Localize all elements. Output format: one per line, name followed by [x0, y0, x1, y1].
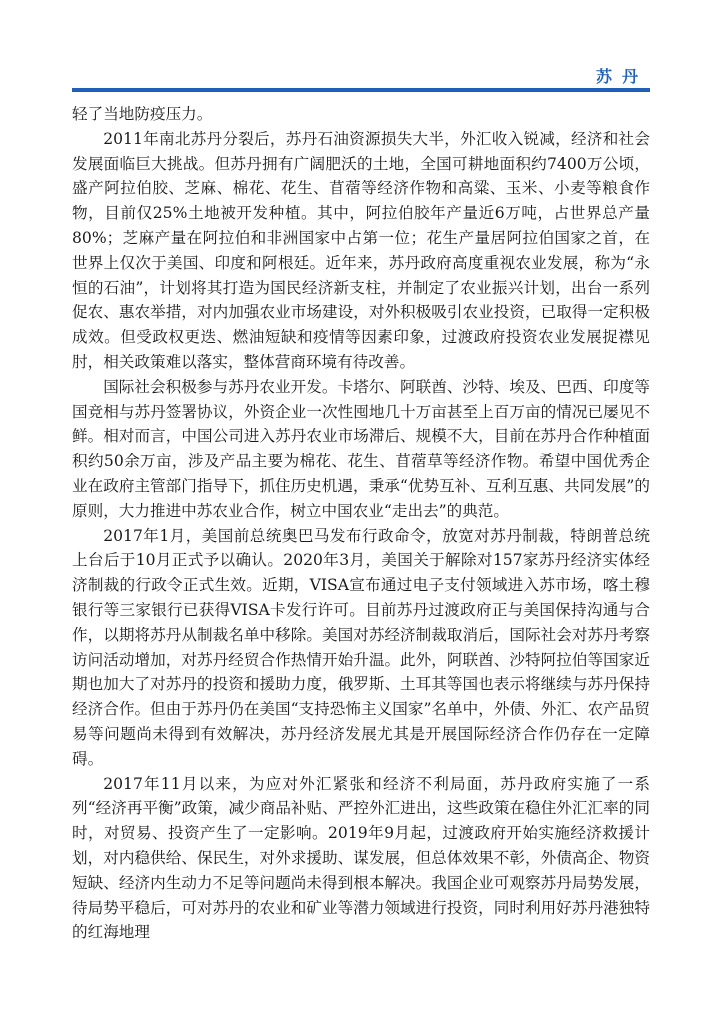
- paragraph-sanctions: 2017年1月，美国前总统奥巴马发布行政命令，放宽对苏丹制裁，特朗普总统上台后于10月正式予以确认。2020年3月，美国关于解除对157家苏丹经济实体经济制裁的行政令正式生效。近期，VISA宣布通过电子支付领域进入苏市场，喀土穆银行等三家银行已获得VISA卡发行许可。目前苏丹过渡政府正与美国保持沟通与合作，以期将苏丹从制裁名单中移除。美国对苏经济制裁取消后，国际社会对苏丹考察访问活动增加，对苏丹经贸合作热情开始升温。此外，阿联酋、沙特阿拉伯等国家近期也加大了对苏丹的投资和援助力度，俄罗斯、土耳其等国也表示将继续与苏丹保持经济合作。但由于苏丹仍在美国“支持恐怖主义国家”名单中，外债、外汇、农产品贸易等问题尚未得到有效解决，苏丹经济发展尤其是开展国际经济合作仍存在一定障碍。: [72, 526, 650, 768]
- paragraph-economic-rebalancing: 2017年11月以来，为应对外汇紧张和经济不利局面，苏丹政府实施了一系列“经济再平衡”政策，减少商品补贴、严控外汇进出，这些政策在稳住外汇汇率的同时，对贸易、投资产生了一定影响。2019年9月起，过渡政府开始实施经济救援计划，对内稳供给、保民生，对外求援助、谋发展，但总体效果不彰，外债高企、物资短缺、经济内生动力不足等问题尚未得到根本解决。我国企业可观察苏丹局势发展，待局势平稳后，可对苏丹的农业和矿业等潜力领域进行投资，同时利用好苏丹港独特的红海地理: [72, 774, 650, 942]
- paragraph-continued: 轻了当地防疫压力。: [72, 105, 213, 123]
- body-text: [72, 102, 650, 945]
- paragraph-agriculture-overview: 2011年南北苏丹分裂后，苏丹石油资源损失大半，外汇收入锐减，经济和社会发展面临巨大挑战。但苏丹拥有广阔肥沃的土地，全国可耕地面积约7400万公顷，盛产阿拉伯胶、芝麻、棉花、花生、苜蓿等经济作物和高粱、玉米、小麦等粮食作物，目前仅25%土地被开发种植。其中，阿拉伯胶年产量近6万吨，占世界总产量80%；芝麻产量在阿拉伯和非洲国家中占第一位；花生产量居阿拉伯国家之首，在世界上仅次于美国、印度和阿根廷。近年来，苏丹政府高度重视农业发展，称为“永恒的石油”，计划将其打造为国民经济新支柱，并制定了农业振兴计划，出台一系列促农、惠农举措，对内加强农业市场建设，对外积极吸引农业投资，已取得一定积极成效。但受政权更迭、燃油短缺和疫情等因素印象，过渡政府投资农业发展捉襟见肘，相关政策难以落实，整体营商环境有待改善。: [72, 129, 650, 371]
- header-rule: [72, 88, 650, 92]
- page-header: [72, 58, 650, 94]
- paragraph-international-participation: 国际社会积极参与苏丹农业开发。卡塔尔、阿联酋、沙特、埃及、巴西、印度等国竞相与苏丹签署协议，外资企业一次性囤地几十万亩甚至上百万亩的情况已屡见不鲜。相对而言，中国公司进入苏丹农业市场滞后、规模不大，目前在苏丹合作种植面积约50余万亩，涉及产品主要为棉花、花生、苜蓿草等经济作物。希望中国优秀企业在政府主管部门指导下，抓住历史机遇，秉承“优势互补、互利互惠、共同发展”的原则，大力推进中苏农业合作，树立中国农业“走出去”的典范。: [72, 377, 650, 520]
- running-header-title: 苏丹: [595, 67, 648, 86]
